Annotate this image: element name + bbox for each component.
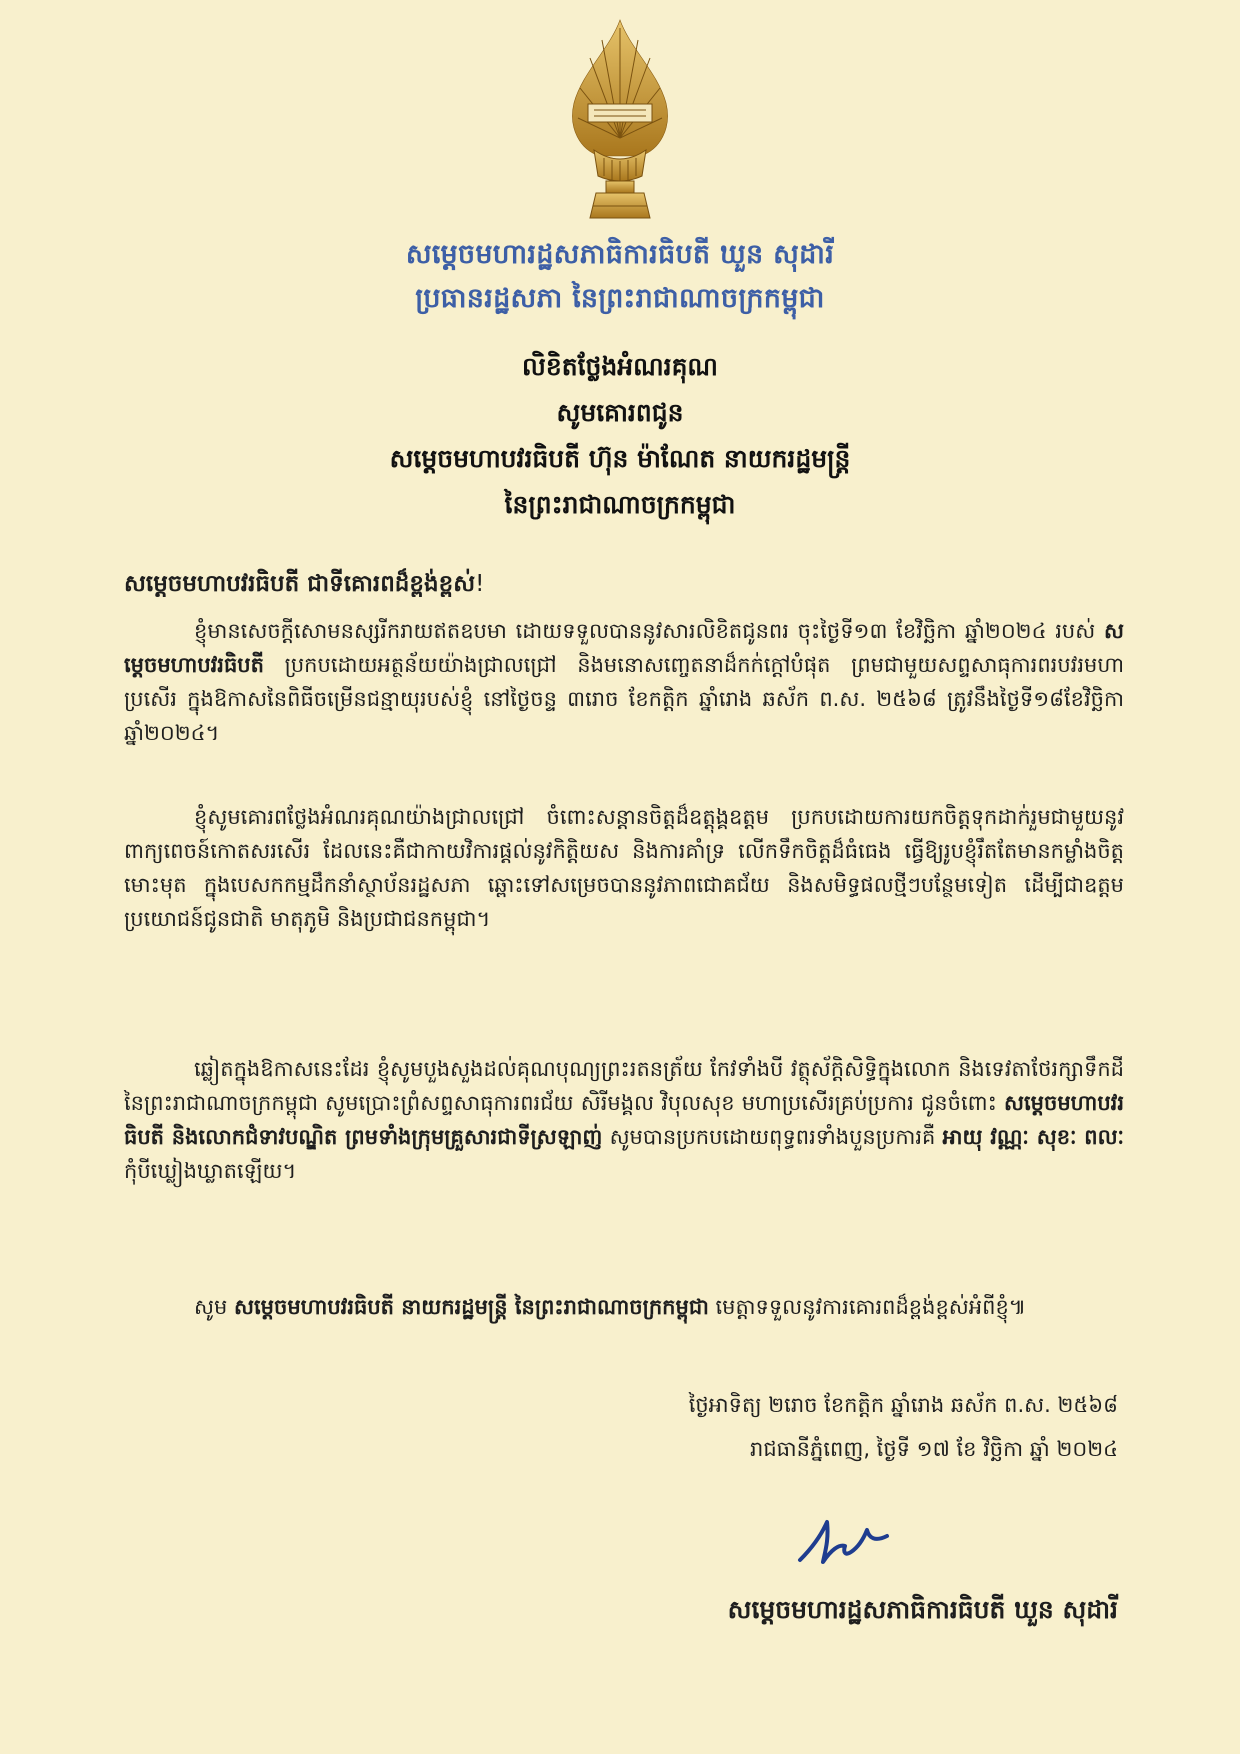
p1-bold-a: សម្តេចមហាបវរធិបតី — [124, 619, 1124, 677]
national-assembly-emblem — [560, 18, 680, 233]
salutation — [124, 570, 484, 603]
body-paragraph-3 — [124, 1052, 1124, 1188]
p3-text-c: កុំបីឃ្លៀងឃ្លាតឡើយ។ — [124, 1159, 297, 1183]
salutation-text: សម្តេចមហាបវរធិបតី ជាទីគោរពដ៏ខ្ពង់ខ្ពស់ — [124, 571, 476, 597]
body-paragraph-4 — [124, 1290, 1124, 1324]
p4-text-a: សូម — [194, 1295, 235, 1319]
sender-position: ប្រធានរដ្ឋសភា នៃព្រះរាជាណាចក្រកម្ពុជា — [415, 283, 825, 314]
p3-bold-b: អាយុ វណ្ណៈ សុខៈ ពលៈ — [942, 1125, 1124, 1149]
recipient-name: សម្តេចមហាបវរធិបតី ហ៊ុន ម៉ាណែត នាយករដ្ឋមន្ត្រី — [389, 444, 851, 473]
letter-addressed-to: សូមគោរពជូន — [556, 398, 684, 427]
p4-text-b: មេត្តាទទួលនូវការគោរពដ៏ខ្ពង់ខ្ពស់អំពីខ្ញុំ៕ — [708, 1295, 1027, 1319]
body-paragraph-1 — [124, 614, 1124, 750]
p1-text-b: ប្រកបដោយអត្ថន័យយ៉ាងជ្រាលជ្រៅ និងមនោសញ្ចេតនាដ៏កក់ក្តៅបំផុត ព្រមជាមួយសព្ទសាធុការពរបវរមហាប្រសើរ ក្នុងឱកាសនៃពិធីចម្រើនជន្មាយុរបស់ខ្ញុំ នៅថ្ងៃចន្ទ ៣រោច ខែកត្តិក ឆ្នាំរោង ឆស័ក ព.ស. ២៥៦៨ ត្រូវនឹងថ្ងៃទី១៨ខែវិច្ឆិកា ឆ្នាំ២០២៤។ — [124, 653, 1124, 745]
handwritten-signature — [795, 1510, 895, 1570]
date-lunar: ថ្ងៃអាទិត្យ ២រោច ខែកត្តិក ឆ្នាំរោង ឆស័ក ព.ស. ២៥៦៨ — [688, 1393, 1118, 1417]
recipient-country: នៃព្រះរាជាណាចក្រកម្ពុជា — [504, 490, 736, 519]
signer-name: សម្តេចមហារដ្ឋសភាធិការធិបតី ឃួន សុដារី — [727, 1595, 1118, 1624]
p3-bold-a: សម្តេចមហាបវរធិបតី និងលោកជំទាវបណ្ឌិត ព្រមទាំងក្រុមគ្រួសារជាទីស្រឡាញ់ — [124, 1091, 1124, 1149]
letter-title: លិខិតថ្លែងអំណរគុណ — [522, 352, 718, 381]
p2-text: ខ្ញុំសូមគោរពថ្លែងអំណរគុណយ៉ាងជ្រាលជ្រៅ ចំពោះសន្តានចិត្តដ៏ឧត្តុង្គឧត្តម ប្រកបដោយការយកចិត្តទុកដាក់រួមជាមួយនូវពាក្យពេចន៍កោតសរសើរ ដែលនេះគឺជាកាយវិការផ្តល់នូវកិត្តិយស និងការគាំទ្រ លើកទឹកចិត្តដ៏ធំធេង ធ្វើឱ្យរូបខ្ញុំរឹតតែមានកម្លាំងចិត្តមោះមុត ក្នុងបេសកកម្មដឹកនាំស្ថាប័នរដ្ឋសភា ឆ្ពោះទៅសម្រេចបាននូវភាពជោគជ័យ និងសមិទ្ធផលថ្មីៗបន្ថែមទៀត ដើម្បីជាឧត្តមប្រយោជន៍ជូនជាតិ មាតុភូមិ និងប្រជាជនកម្ពុជា។ — [124, 805, 1124, 931]
date-solar: រាជធានីភ្នំពេញ, ថ្ងៃទី ១៧ ខែ វិច្ឆិកា ឆ្នាំ ២០២៤ — [750, 1437, 1118, 1461]
p3-text-b: សូមបានប្រកបដោយពុទ្ធពរទាំងបួនប្រការគឺ — [602, 1125, 943, 1149]
p4-bold-a: សម្តេចមហាបវរធិបតី នាយករដ្ឋមន្ត្រី នៃព្រះរាជាណាចក្រកម្ពុជា — [234, 1295, 709, 1319]
p1-text-a: ខ្ញុំមានសេចក្តីសោមនស្សរីករាយឥតឧបមា ដោយទទួលបាននូវសារលិខិតជូនពរ ចុះថ្ងៃទី១៣ ខែវិច្ឆិកា ឆ្នាំ២០២៤ របស់ — [194, 619, 1104, 643]
sender-title: សម្តេចមហារដ្ឋសភាធិការធិបតី ឃួន សុដារី — [405, 239, 835, 270]
p3-text-a: ឆ្លៀតក្នុងឱកាសនេះដែរ ខ្ញុំសូមបួងសួងដល់គុណបុណ្យព្រះរតនត្រ័យ កែវទាំងបី វត្ថុស័ក្តិសិទ្ធិក្នុងលោក និងទេវតាថែរក្សាទឹកដីនៃព្រះរាជាណាចក្រកម្ពុជា សូមប្រោះព្រំសព្ទសាធុការពរជ័យ សិរីមង្គល វិបុលសុខ មហាប្រសើរគ្រប់ប្រការ ជូនចំពោះ — [124, 1057, 1124, 1115]
body-paragraph-2 — [124, 800, 1124, 936]
salutation-mark: ! — [475, 571, 485, 597]
